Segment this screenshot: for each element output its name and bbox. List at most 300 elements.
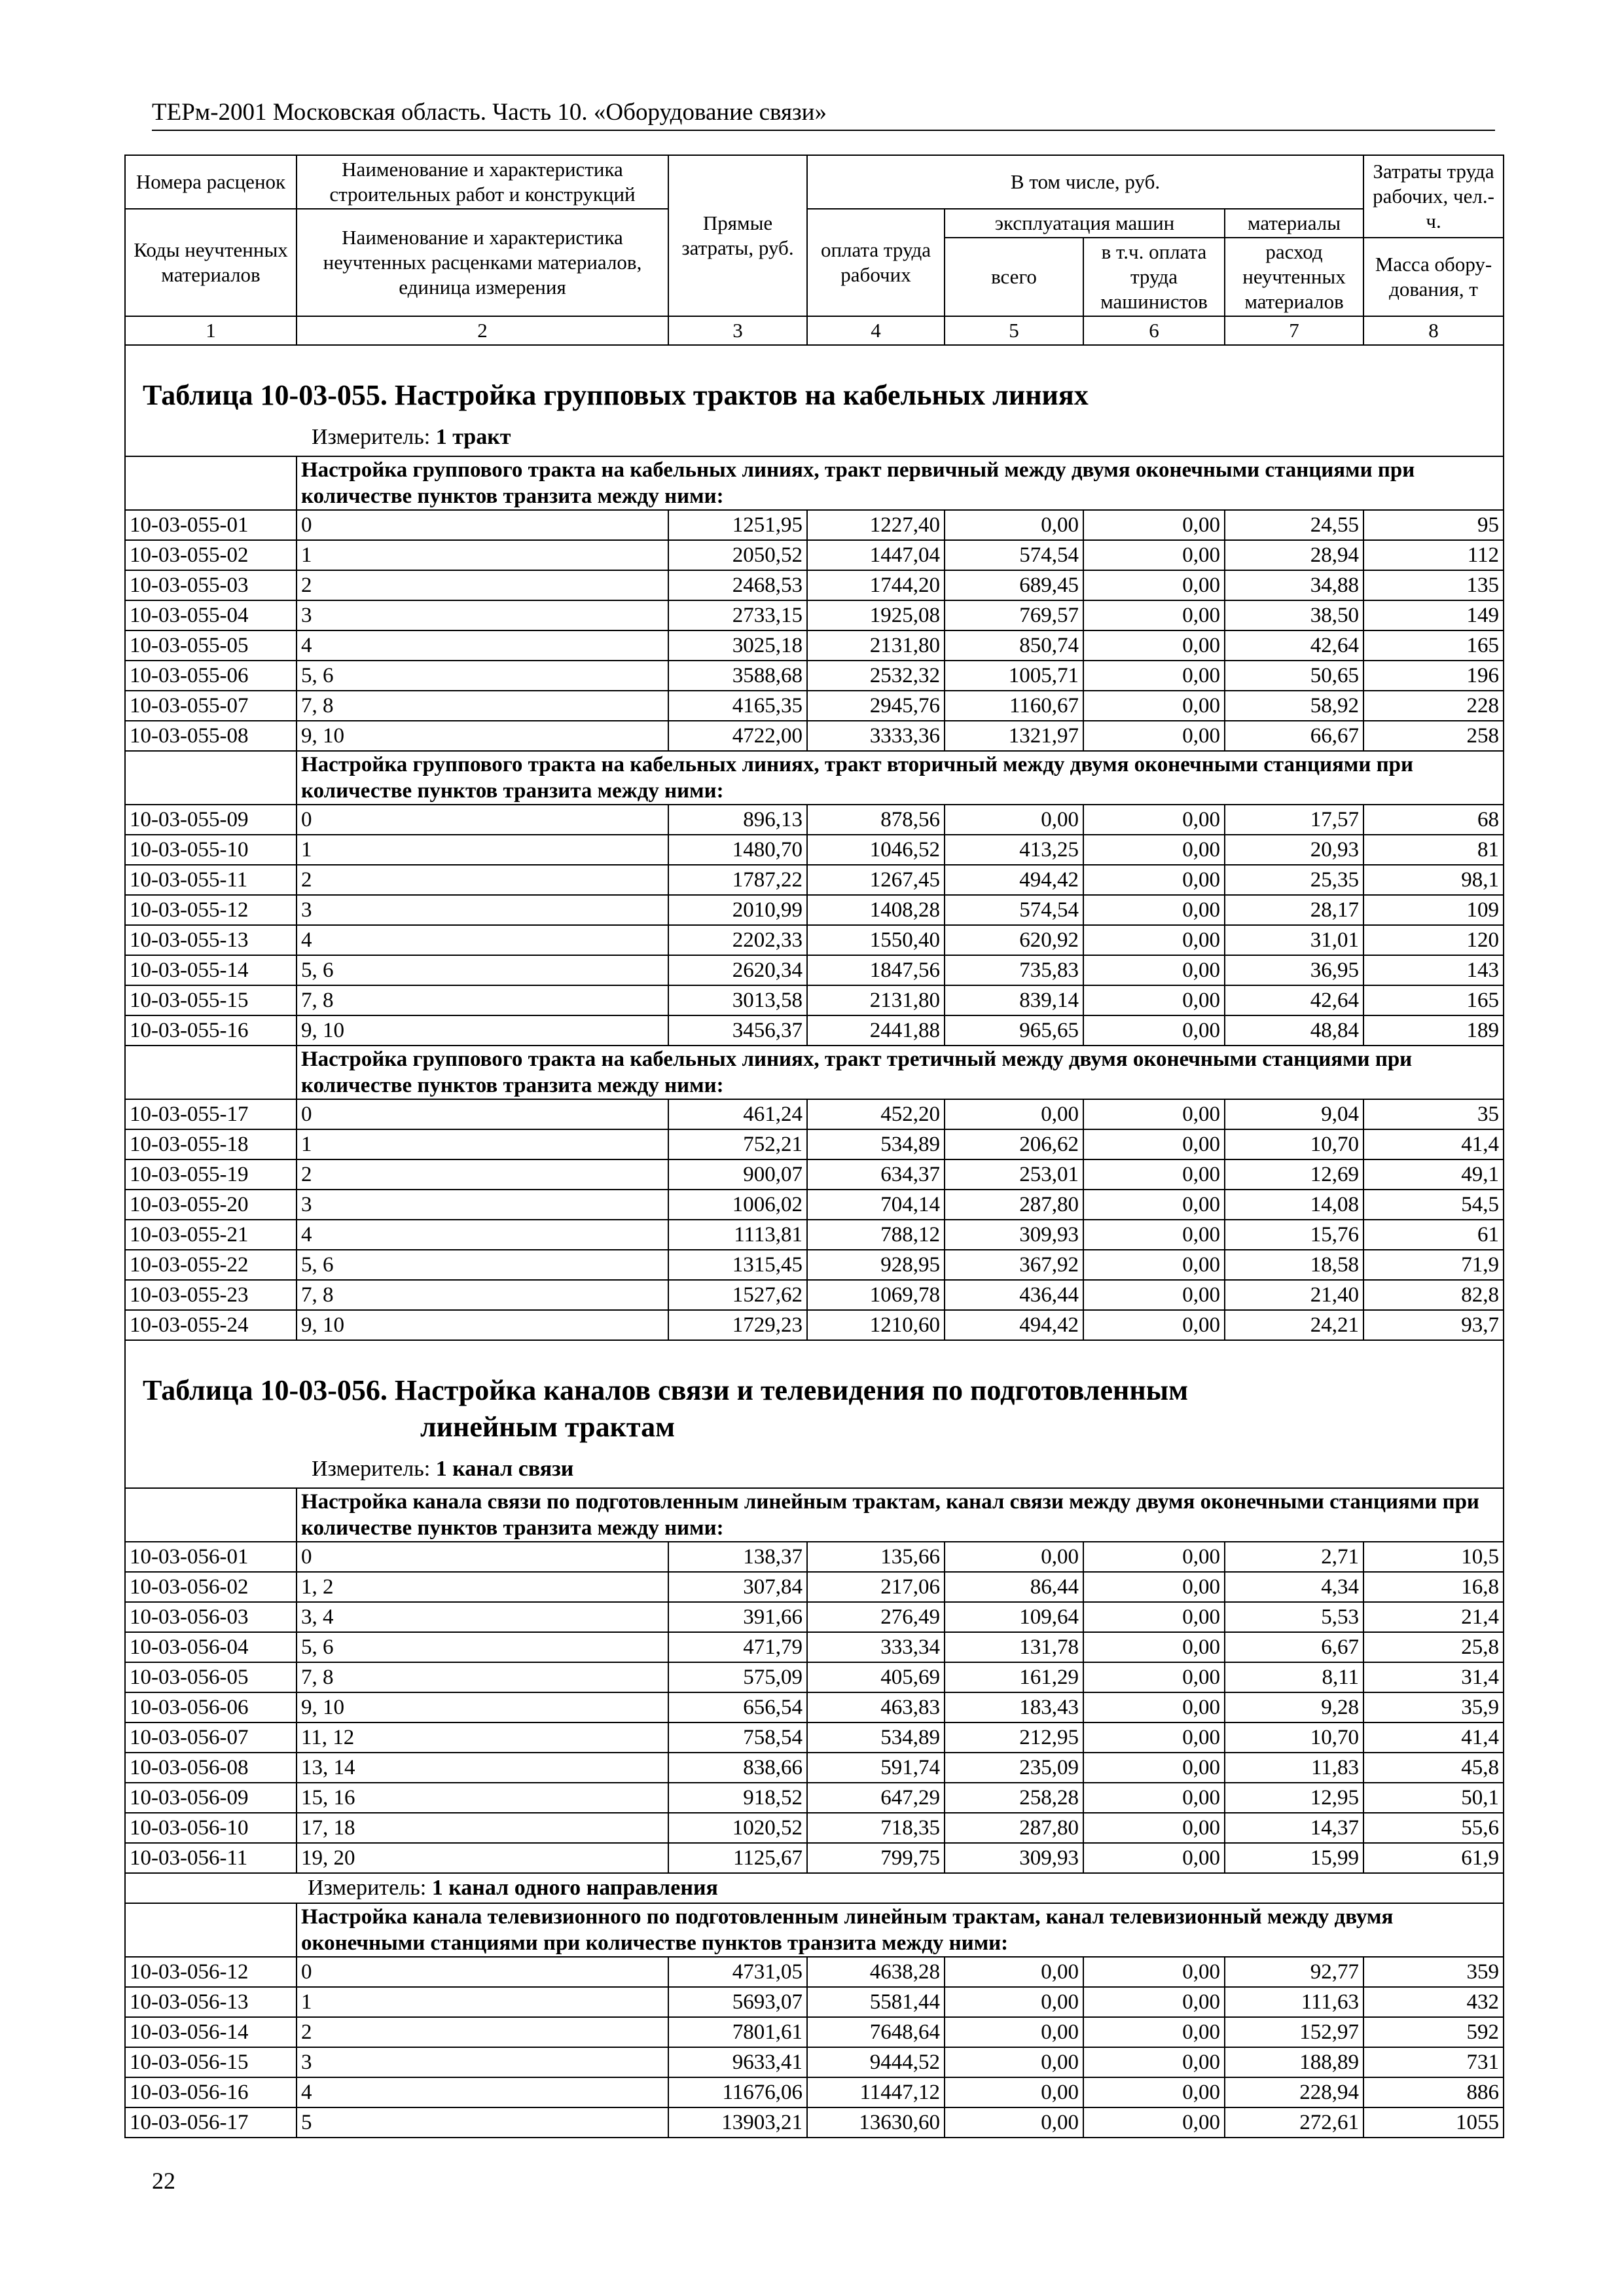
col-number: 3 bbox=[668, 316, 807, 345]
labor-hours: 31,01 bbox=[1225, 925, 1363, 955]
labor-hours: 14,08 bbox=[1225, 1190, 1363, 1220]
meter-value: 1 тракт bbox=[435, 425, 511, 449]
col4-label: оплата труда рабочих bbox=[807, 209, 945, 316]
table-row bbox=[125, 985, 1504, 1015]
direct-costs: 461,24 bbox=[668, 1099, 807, 1129]
direct-costs: 1251,95 bbox=[668, 510, 807, 540]
col7-label: расход неучтенных материалов bbox=[1225, 238, 1363, 316]
machinist-pay: 0,00 bbox=[1083, 1783, 1225, 1813]
table-row bbox=[125, 805, 1504, 835]
transit-points: 0 bbox=[297, 805, 668, 835]
table-row bbox=[125, 1753, 1504, 1783]
labor-hours: 10,70 bbox=[1225, 1722, 1363, 1753]
machines-total: 287,80 bbox=[945, 1190, 1083, 1220]
col8-bottom-label: Масса обору-дования, т bbox=[1363, 238, 1504, 316]
machines-total: 0,00 bbox=[945, 1542, 1083, 1572]
equipment-mass: 359 bbox=[1363, 1957, 1504, 1987]
rate-code: 10-03-055-10 bbox=[125, 835, 297, 865]
transit-points: 0 bbox=[297, 1957, 668, 1987]
rate-code: 10-03-056-09 bbox=[125, 1783, 297, 1813]
machinist-pay: 0,00 bbox=[1083, 865, 1225, 895]
group-heading-row bbox=[125, 1488, 1504, 1542]
meter-label: Измеритель: bbox=[312, 425, 431, 449]
machinist-pay: 0,00 bbox=[1083, 1843, 1225, 1873]
direct-costs: 2202,33 bbox=[668, 925, 807, 955]
meter-line bbox=[130, 1451, 1499, 1487]
machines-total: 689,45 bbox=[945, 570, 1083, 600]
direct-costs: 4165,35 bbox=[668, 691, 807, 721]
worker-pay: 2131,80 bbox=[807, 630, 945, 661]
direct-costs: 1125,67 bbox=[668, 1843, 807, 1873]
rate-code: 10-03-056-05 bbox=[125, 1662, 297, 1692]
rate-code: 10-03-055-19 bbox=[125, 1159, 297, 1190]
labor-hours: 6,67 bbox=[1225, 1632, 1363, 1662]
group-heading-row bbox=[125, 751, 1504, 805]
rate-code: 10-03-056-02 bbox=[125, 1572, 297, 1602]
group-heading: Настройка канала телевизионного по подготовленным линейным трактам, канал телевизионный между двумя оконечными станциями при количестве пунктов транзита между ними: bbox=[297, 1903, 1504, 1957]
labor-hours: 12,69 bbox=[1225, 1159, 1363, 1190]
table-title-row bbox=[125, 345, 1504, 456]
machines-total: 287,80 bbox=[945, 1813, 1083, 1843]
labor-hours: 9,28 bbox=[1225, 1692, 1363, 1722]
equipment-mass: 165 bbox=[1363, 985, 1504, 1015]
machines-total: 0,00 bbox=[945, 1957, 1083, 1987]
transit-points: 9, 10 bbox=[297, 1692, 668, 1722]
table-row bbox=[125, 1250, 1504, 1280]
rate-code: 10-03-056-15 bbox=[125, 2047, 297, 2077]
col8-top-label: Затраты труда рабочих, чел.-ч. bbox=[1363, 155, 1504, 238]
transit-points: 5, 6 bbox=[297, 1632, 668, 1662]
rate-code: 10-03-055-02 bbox=[125, 540, 297, 570]
transit-points: 3 bbox=[297, 600, 668, 630]
transit-points: 7, 8 bbox=[297, 691, 668, 721]
machines-total: 494,42 bbox=[945, 865, 1083, 895]
machinist-pay: 0,00 bbox=[1083, 805, 1225, 835]
transit-points: 2 bbox=[297, 570, 668, 600]
transit-points: 5, 6 bbox=[297, 661, 668, 691]
equipment-mass: 55,6 bbox=[1363, 1813, 1504, 1843]
direct-costs: 900,07 bbox=[668, 1159, 807, 1190]
rate-code: 10-03-055-23 bbox=[125, 1280, 297, 1310]
worker-pay: 1744,20 bbox=[807, 570, 945, 600]
transit-points: 7, 8 bbox=[297, 985, 668, 1015]
transit-points: 15, 16 bbox=[297, 1783, 668, 1813]
rate-code: 10-03-055-12 bbox=[125, 895, 297, 925]
labor-hours: 42,64 bbox=[1225, 630, 1363, 661]
labor-hours: 38,50 bbox=[1225, 600, 1363, 630]
equipment-mass: 143 bbox=[1363, 955, 1504, 985]
rate-code: 10-03-056-14 bbox=[125, 2017, 297, 2047]
direct-costs: 11676,06 bbox=[668, 2077, 807, 2107]
machines-total: 367,92 bbox=[945, 1250, 1083, 1280]
worker-pay: 2945,76 bbox=[807, 691, 945, 721]
transit-points: 4 bbox=[297, 630, 668, 661]
equipment-mass: 731 bbox=[1363, 2047, 1504, 2077]
labor-hours: 58,92 bbox=[1225, 691, 1363, 721]
machinist-pay: 0,00 bbox=[1083, 510, 1225, 540]
machinist-pay: 0,00 bbox=[1083, 1310, 1225, 1340]
table-body bbox=[125, 345, 1504, 2138]
table-row bbox=[125, 570, 1504, 600]
direct-costs: 575,09 bbox=[668, 1662, 807, 1692]
machinist-pay: 0,00 bbox=[1083, 1159, 1225, 1190]
worker-pay: 2441,88 bbox=[807, 1015, 945, 1046]
machinist-pay: 0,00 bbox=[1083, 1632, 1225, 1662]
table-title-row bbox=[125, 1340, 1504, 1488]
machines-total: 258,28 bbox=[945, 1783, 1083, 1813]
meter-label: Измеритель: bbox=[308, 1876, 427, 1900]
machinist-pay: 0,00 bbox=[1083, 1987, 1225, 2017]
labor-hours: 152,97 bbox=[1225, 2017, 1363, 2047]
table-row bbox=[125, 691, 1504, 721]
machines-total: 131,78 bbox=[945, 1632, 1083, 1662]
col1-top-label: Номера расценок bbox=[125, 155, 297, 209]
equipment-mass: 95 bbox=[1363, 510, 1504, 540]
machines-total: 309,93 bbox=[945, 1843, 1083, 1873]
equipment-mass: 41,4 bbox=[1363, 1129, 1504, 1159]
machines-total: 0,00 bbox=[945, 1099, 1083, 1129]
transit-points: 13, 14 bbox=[297, 1753, 668, 1783]
labor-hours: 9,04 bbox=[1225, 1099, 1363, 1129]
machinist-pay: 0,00 bbox=[1083, 925, 1225, 955]
machines-total: 1005,71 bbox=[945, 661, 1083, 691]
rate-code: 10-03-056-17 bbox=[125, 2107, 297, 2138]
direct-costs: 471,79 bbox=[668, 1632, 807, 1662]
equipment-mass: 68 bbox=[1363, 805, 1504, 835]
worker-pay: 718,35 bbox=[807, 1813, 945, 1843]
transit-points: 2 bbox=[297, 865, 668, 895]
direct-costs: 2620,34 bbox=[668, 955, 807, 985]
worker-pay: 788,12 bbox=[807, 1220, 945, 1250]
table-row bbox=[125, 925, 1504, 955]
machinist-pay: 0,00 bbox=[1083, 1957, 1225, 1987]
worker-pay: 2532,32 bbox=[807, 661, 945, 691]
table-row bbox=[125, 2017, 1504, 2047]
col-number: 1 bbox=[125, 316, 297, 345]
labor-hours: 92,77 bbox=[1225, 1957, 1363, 1987]
equipment-mass: 16,8 bbox=[1363, 1572, 1504, 1602]
machinist-pay: 0,00 bbox=[1083, 691, 1225, 721]
materials-label: материалы bbox=[1225, 209, 1363, 238]
meter-value: 1 канал одного направления bbox=[431, 1876, 718, 1900]
worker-pay: 463,83 bbox=[807, 1692, 945, 1722]
worker-pay: 878,56 bbox=[807, 805, 945, 835]
rate-code: 10-03-055-04 bbox=[125, 600, 297, 630]
worker-pay: 1069,78 bbox=[807, 1280, 945, 1310]
col-number: 6 bbox=[1083, 316, 1225, 345]
table-row bbox=[125, 2107, 1504, 2138]
labor-hours: 24,55 bbox=[1225, 510, 1363, 540]
machinist-pay: 0,00 bbox=[1083, 2107, 1225, 2138]
rate-code: 10-03-055-21 bbox=[125, 1220, 297, 1250]
machinist-pay: 0,00 bbox=[1083, 2077, 1225, 2107]
table-row bbox=[125, 1310, 1504, 1340]
rate-code: 10-03-056-12 bbox=[125, 1957, 297, 1987]
transit-points: 11, 12 bbox=[297, 1722, 668, 1753]
direct-costs: 1315,45 bbox=[668, 1250, 807, 1280]
table-header bbox=[125, 155, 1504, 345]
equipment-mass: 21,4 bbox=[1363, 1602, 1504, 1632]
equipment-mass: 432 bbox=[1363, 1987, 1504, 2017]
labor-hours: 48,84 bbox=[1225, 1015, 1363, 1046]
transit-points: 7, 8 bbox=[297, 1662, 668, 1692]
group-heading-row bbox=[125, 456, 1504, 510]
machinist-pay: 0,00 bbox=[1083, 895, 1225, 925]
machinist-pay: 0,00 bbox=[1083, 1129, 1225, 1159]
transit-points: 3 bbox=[297, 2047, 668, 2077]
labor-hours: 28,94 bbox=[1225, 540, 1363, 570]
equipment-mass: 82,8 bbox=[1363, 1280, 1504, 1310]
direct-costs: 1729,23 bbox=[668, 1310, 807, 1340]
machines-total: 109,64 bbox=[945, 1602, 1083, 1632]
equipment-mass: 54,5 bbox=[1363, 1190, 1504, 1220]
direct-costs: 1787,22 bbox=[668, 865, 807, 895]
page-header: ТЕРм-2001 Московская область. Часть 10. «Оборудование связи» bbox=[152, 97, 1495, 131]
worker-pay: 2131,80 bbox=[807, 985, 945, 1015]
equipment-mass: 25,8 bbox=[1363, 1632, 1504, 1662]
rate-code: 10-03-055-09 bbox=[125, 805, 297, 835]
labor-hours: 10,70 bbox=[1225, 1129, 1363, 1159]
machinist-pay: 0,00 bbox=[1083, 540, 1225, 570]
rate-code: 10-03-055-11 bbox=[125, 865, 297, 895]
machines-total: 206,62 bbox=[945, 1129, 1083, 1159]
machines-total: 436,44 bbox=[945, 1280, 1083, 1310]
transit-points: 1 bbox=[297, 1129, 668, 1159]
table-title-text: Таблица 10-03-056. Настройка каналов связи и телевидения по подготовленным bbox=[143, 1374, 1189, 1406]
transit-points: 3 bbox=[297, 895, 668, 925]
col-number: 7 bbox=[1225, 316, 1363, 345]
rate-code: 10-03-055-20 bbox=[125, 1190, 297, 1220]
group-heading-row bbox=[125, 1903, 1504, 1957]
equipment-mass: 61 bbox=[1363, 1220, 1504, 1250]
direct-costs: 1006,02 bbox=[668, 1190, 807, 1220]
machines-total: 212,95 bbox=[945, 1722, 1083, 1753]
meter-line bbox=[126, 1874, 1503, 1903]
rate-code: 10-03-055-24 bbox=[125, 1310, 297, 1340]
equipment-mass: 93,7 bbox=[1363, 1310, 1504, 1340]
table-row bbox=[125, 1572, 1504, 1602]
machines-total: 0,00 bbox=[945, 2047, 1083, 2077]
worker-pay: 1847,56 bbox=[807, 955, 945, 985]
machines-total: 183,43 bbox=[945, 1692, 1083, 1722]
direct-costs: 5693,07 bbox=[668, 1987, 807, 2017]
included-label: В том числе, руб. bbox=[807, 155, 1363, 209]
machines-total: 0,00 bbox=[945, 2107, 1083, 2138]
machinist-pay: 0,00 bbox=[1083, 721, 1225, 751]
machines-total: 965,65 bbox=[945, 1015, 1083, 1046]
machinist-pay: 0,00 bbox=[1083, 1280, 1225, 1310]
direct-costs: 4722,00 bbox=[668, 721, 807, 751]
table-row bbox=[125, 1280, 1504, 1310]
transit-points: 0 bbox=[297, 1099, 668, 1129]
transit-points: 5, 6 bbox=[297, 1250, 668, 1280]
rate-code: 10-03-056-10 bbox=[125, 1813, 297, 1843]
equipment-mass: 1055 bbox=[1363, 2107, 1504, 2138]
worker-pay: 799,75 bbox=[807, 1843, 945, 1873]
rate-code: 10-03-056-07 bbox=[125, 1722, 297, 1753]
machines-total: 0,00 bbox=[945, 510, 1083, 540]
machines-total: 235,09 bbox=[945, 1753, 1083, 1783]
worker-pay: 1550,40 bbox=[807, 925, 945, 955]
transit-points: 3 bbox=[297, 1190, 668, 1220]
machines-total: 574,54 bbox=[945, 540, 1083, 570]
worker-pay: 135,66 bbox=[807, 1542, 945, 1572]
rate-code: 10-03-055-14 bbox=[125, 955, 297, 985]
machines-total: 309,93 bbox=[945, 1220, 1083, 1250]
transit-points: 0 bbox=[297, 510, 668, 540]
worker-pay: 405,69 bbox=[807, 1662, 945, 1692]
worker-pay: 5581,44 bbox=[807, 1987, 945, 2017]
equipment-mass: 189 bbox=[1363, 1015, 1504, 1046]
direct-costs: 4731,05 bbox=[668, 1957, 807, 1987]
equipment-mass: 120 bbox=[1363, 925, 1504, 955]
table-row bbox=[125, 1987, 1504, 2017]
machines-total: 86,44 bbox=[945, 1572, 1083, 1602]
rate-code: 10-03-055-03 bbox=[125, 570, 297, 600]
direct-costs: 758,54 bbox=[668, 1722, 807, 1753]
rate-code: 10-03-055-07 bbox=[125, 691, 297, 721]
direct-costs: 896,13 bbox=[668, 805, 807, 835]
direct-costs: 9633,41 bbox=[668, 2047, 807, 2077]
rate-code: 10-03-055-17 bbox=[125, 1099, 297, 1129]
rate-code: 10-03-056-16 bbox=[125, 2077, 297, 2107]
direct-costs: 138,37 bbox=[668, 1542, 807, 1572]
direct-costs: 838,66 bbox=[668, 1753, 807, 1783]
machines-total: 574,54 bbox=[945, 895, 1083, 925]
rate-code: 10-03-055-15 bbox=[125, 985, 297, 1015]
machines-total: 413,25 bbox=[945, 835, 1083, 865]
equipment-mass: 50,1 bbox=[1363, 1783, 1504, 1813]
col6-label: в т.ч. оплата труда машинистов bbox=[1083, 238, 1225, 316]
direct-costs: 1020,52 bbox=[668, 1813, 807, 1843]
table-row bbox=[125, 1159, 1504, 1190]
rate-code: 10-03-055-05 bbox=[125, 630, 297, 661]
worker-pay: 1408,28 bbox=[807, 895, 945, 925]
rate-code: 10-03-055-13 bbox=[125, 925, 297, 955]
transit-points: 5, 6 bbox=[297, 955, 668, 985]
transit-points: 2 bbox=[297, 1159, 668, 1190]
rate-code: 10-03-055-18 bbox=[125, 1129, 297, 1159]
labor-hours: 28,17 bbox=[1225, 895, 1363, 925]
table-row bbox=[125, 865, 1504, 895]
table-row bbox=[125, 1129, 1504, 1159]
meter-line bbox=[130, 419, 1499, 456]
labor-hours: 20,93 bbox=[1225, 835, 1363, 865]
equipment-mass: 81 bbox=[1363, 835, 1504, 865]
labor-hours: 21,40 bbox=[1225, 1280, 1363, 1310]
rate-code: 10-03-056-08 bbox=[125, 1753, 297, 1783]
worker-pay: 4638,28 bbox=[807, 1957, 945, 1987]
labor-hours: 36,95 bbox=[1225, 955, 1363, 985]
group-heading: Настройка группового тракта на кабельных линиях, тракт первичный между двумя оконечными станциями при количестве пунктов транзита между ними: bbox=[297, 456, 1504, 510]
rate-code: 10-03-055-22 bbox=[125, 1250, 297, 1280]
machinist-pay: 0,00 bbox=[1083, 1753, 1225, 1783]
machinist-pay: 0,00 bbox=[1083, 661, 1225, 691]
machines-total: 0,00 bbox=[945, 805, 1083, 835]
direct-costs: 2733,15 bbox=[668, 600, 807, 630]
direct-costs: 2050,52 bbox=[668, 540, 807, 570]
worker-pay: 11447,12 bbox=[807, 2077, 945, 2107]
table-row bbox=[125, 721, 1504, 751]
machinist-pay: 0,00 bbox=[1083, 1813, 1225, 1843]
worker-pay: 1267,45 bbox=[807, 865, 945, 895]
equipment-mass: 35,9 bbox=[1363, 1692, 1504, 1722]
transit-points: 19, 20 bbox=[297, 1843, 668, 1873]
col5-label: всего bbox=[945, 238, 1083, 316]
machinist-pay: 0,00 bbox=[1083, 835, 1225, 865]
worker-pay: 333,34 bbox=[807, 1632, 945, 1662]
transit-points: 9, 10 bbox=[297, 1015, 668, 1046]
table-row bbox=[125, 1783, 1504, 1813]
meter-row bbox=[125, 1873, 1504, 1903]
equipment-mass: 149 bbox=[1363, 600, 1504, 630]
labor-hours: 4,34 bbox=[1225, 1572, 1363, 1602]
labor-hours: 12,95 bbox=[1225, 1783, 1363, 1813]
transit-points: 2 bbox=[297, 2017, 668, 2047]
machinist-pay: 0,00 bbox=[1083, 955, 1225, 985]
rate-code: 10-03-056-01 bbox=[125, 1542, 297, 1572]
labor-hours: 34,88 bbox=[1225, 570, 1363, 600]
direct-costs: 918,52 bbox=[668, 1783, 807, 1813]
table-row bbox=[125, 1099, 1504, 1129]
worker-pay: 534,89 bbox=[807, 1129, 945, 1159]
machinist-pay: 0,00 bbox=[1083, 600, 1225, 630]
table-row bbox=[125, 955, 1504, 985]
machinist-pay: 0,00 bbox=[1083, 1692, 1225, 1722]
col-number: 8 bbox=[1363, 316, 1504, 345]
machines-total: 494,42 bbox=[945, 1310, 1083, 1340]
rate-code: 10-03-055-06 bbox=[125, 661, 297, 691]
rate-code: 10-03-056-04 bbox=[125, 1632, 297, 1662]
equipment-mass: 98,1 bbox=[1363, 865, 1504, 895]
worker-pay: 217,06 bbox=[807, 1572, 945, 1602]
price-table bbox=[124, 155, 1504, 2138]
table-row bbox=[125, 600, 1504, 630]
machinist-pay: 0,00 bbox=[1083, 1099, 1225, 1129]
col-number: 4 bbox=[807, 316, 945, 345]
direct-costs: 391,66 bbox=[668, 1602, 807, 1632]
worker-pay: 1227,40 bbox=[807, 510, 945, 540]
machines-label: эксплуатация машин bbox=[945, 209, 1225, 238]
worker-pay: 1447,04 bbox=[807, 540, 945, 570]
worker-pay: 7648,64 bbox=[807, 2017, 945, 2047]
machines-total: 839,14 bbox=[945, 985, 1083, 1015]
transit-points: 9, 10 bbox=[297, 1310, 668, 1340]
machinist-pay: 0,00 bbox=[1083, 985, 1225, 1015]
worker-pay: 3333,36 bbox=[807, 721, 945, 751]
equipment-mass: 31,4 bbox=[1363, 1662, 1504, 1692]
equipment-mass: 165 bbox=[1363, 630, 1504, 661]
rate-code: 10-03-056-11 bbox=[125, 1843, 297, 1873]
table-row bbox=[125, 2047, 1504, 2077]
direct-costs: 7801,61 bbox=[668, 2017, 807, 2047]
table-row bbox=[125, 1190, 1504, 1220]
machinist-pay: 0,00 bbox=[1083, 1662, 1225, 1692]
meter-value: 1 канал связи bbox=[435, 1457, 574, 1481]
transit-points: 4 bbox=[297, 1220, 668, 1250]
machinist-pay: 0,00 bbox=[1083, 1190, 1225, 1220]
machines-total: 620,92 bbox=[945, 925, 1083, 955]
rate-code: 10-03-055-01 bbox=[125, 510, 297, 540]
group-heading-row bbox=[125, 1046, 1504, 1099]
group-heading: Настройка группового тракта на кабельных линиях, тракт вторичный между двумя оконечными станциями при количестве пунктов транзита между ними: bbox=[297, 751, 1504, 805]
table-title-text: Таблица 10-03-055. Настройка групповых трактов на кабельных линиях bbox=[143, 379, 1089, 411]
table-title-line2: линейным трактам bbox=[420, 1411, 676, 1443]
table-row bbox=[125, 1632, 1504, 1662]
table-row bbox=[125, 2077, 1504, 2107]
table-row bbox=[125, 1602, 1504, 1632]
transit-points: 4 bbox=[297, 925, 668, 955]
